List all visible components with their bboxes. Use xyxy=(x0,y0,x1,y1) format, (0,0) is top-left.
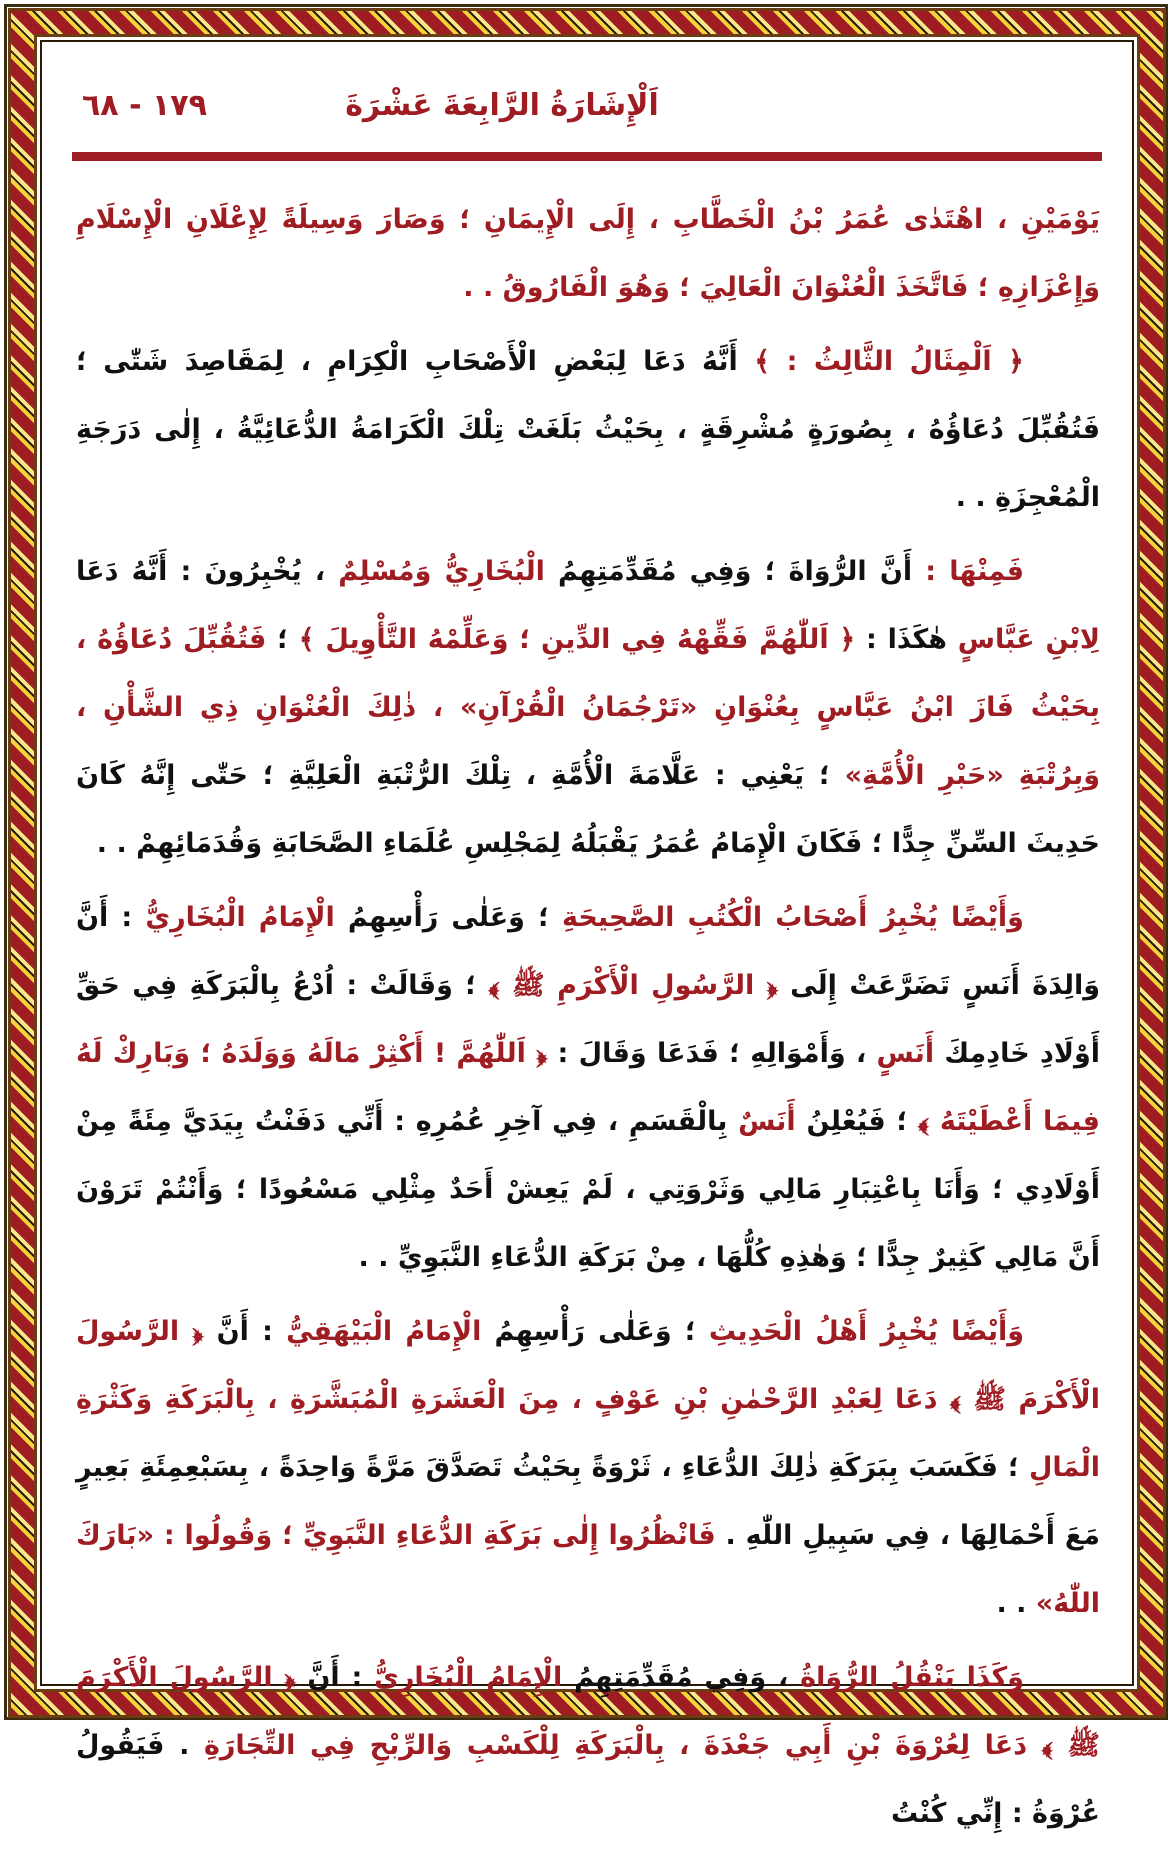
body-text: ؛ يَعْنِي : عَلَّامَةَ الْأُمَّةِ ، تِلْكَ الرُّتْبَةِ الْعَلِيَّةِ ؛ حَتّٰى إِنَّهُ كَانَ حَدِيثَ السِّنِّ جِدًّا ؛ فَكَانَ الْإِمَامُ عُمَرُ يَقْبَلُهُ لِمَجْلِسِ عُلَمَاءِ الصَّحَابَةِ وَقُدَمَائِهِمْ . . xyxy=(76,760,1100,859)
highlighted-text: وَكَذَا يَنْقُلُ الرُّوَاةُ xyxy=(800,1662,1024,1693)
highlighted-text: فَتُقُبِّلَ دُعَاؤُهُ ، بِحَيْثُ فَازَ ابْنُ عَبَّاسٍ بِعُنْوَانِ «تَرْجُمَانُ الْقُرْآنِ» ، ذٰلِكَ الْعُنْوَانِ ذِي الشَّأْنِ ، وَبِرُتْبَةِ «حَبْرِ الْأُمَّةِ» xyxy=(76,624,1100,791)
highlighted-text: الْإِمَامُ الْبُخَارِيُّ xyxy=(374,1662,563,1693)
highlighted-text: يَوْمَيْنِ ، اهْتَدٰى عُمَرُ بْنُ الْخَطَّابِ ، إِلَى الْإِيمَانِ ؛ وَصَارَ وَسِيلَةً لِإِعْلَانِ الْإِسْلَامِ وَإِعْزَازِهِ ؛ فَاتَّخَذَ الْعُنْوَانَ الْعَالِيَ ؛ وَهُوَ الْفَارُوقُ . . xyxy=(76,204,1100,303)
body-text: ؛ وَقَالَتْ : اُدْعُ بِالْبَرَكَةِ فِي حَقِّ أَوْلَادِ خَادِمِكَ xyxy=(76,970,1100,1069)
body-text: . فَيَقُولُ عُرْوَةُ : إِنِّي كُنْتُ xyxy=(76,1730,1100,1829)
body-text: أَنَّ الرُّوَاةَ ؛ وَفِي مُقَدِّمَتِهِمُ xyxy=(544,556,926,587)
body-text: ، وَأَمْوَالِهِ ؛ فَدَعَا وَقَالَ : xyxy=(547,1038,877,1069)
body-text: ، يُخْبِرُونَ : أَنَّهُ دَعَا xyxy=(76,556,339,587)
page-number: ١٧٩ - ٦٨ xyxy=(82,88,207,123)
highlighted-text: الْبُخَارِيُّ وَمُسْلِمٌ xyxy=(338,556,545,587)
highlighted-text: الْإِمَامُ الْبُخَارِيُّ xyxy=(145,902,335,933)
body-text: ، وَفِي مُقَدِّمَتِهِمُ xyxy=(562,1662,801,1693)
body-text: : أَنَّ xyxy=(203,1316,287,1347)
paragraph xyxy=(76,186,1100,322)
body-text: هٰكَذَا : xyxy=(855,624,958,655)
highlighted-text: ﴿ الرَّسُولِ الْأَكْرَمِ ﷺ ﴾ xyxy=(488,970,778,1001)
chapter-title: اَلْإِشَارَةُ الرَّابِعَةَ عَشْرَةَ xyxy=(345,88,659,123)
highlighted-text: ﴿ الرَّسُولَ الْأَكْرَمَ ﷺ ﴾ دَعَا لِعُرْوَةَ بْنِ أَبِي جَعْدَةَ ، بِالْبَرَكَةِ لِلْكَسْبِ وَالرِّبْحِ فِي التِّجَارَةِ xyxy=(76,1662,1100,1761)
header-rule xyxy=(72,152,1102,161)
body-text: أَنَّهُ دَعَا لِبَعْضِ الْأَصْحَابِ الْكِرَامِ ، لِمَقَاصِدَ شَتّٰى ؛ فَتُقُبِّلَ دُعَاؤُهُ ، بِصُورَةٍ مُشْرِقَةٍ ، بِحَيْثُ بَلَغَتْ تِلْكَ الْكَرَامَةُ الدُّعَائِيَّةُ ، إِلٰى دَرَجَةِ الْمُعْجِزَةِ . . xyxy=(76,346,1100,513)
highlighted-text: الْإِمَامُ الْبَيْهَقِيُّ xyxy=(286,1316,482,1347)
highlighted-text: أَنَسٍ xyxy=(876,1038,935,1069)
paragraph xyxy=(76,328,1100,532)
highlighted-text: ﴿ الرَّسُولَ الْأَكْرَمَ ﷺ ﴾ دَعَا لِعَبْدِ الرَّحْمٰنِ بْنِ عَوْفٍ ، مِنَ الْعَشَرَةِ الْمُبَشَّرَةِ ، بِالْبَرَكَةِ وَكَثْرَةِ الْمَالِ xyxy=(76,1316,1100,1483)
body-text: : أَنَّ وَالِدَةَ أَنَسٍ تَضَرَّعَتْ إِلَى xyxy=(76,902,1100,1001)
highlighted-text: لِابْنِ عَبَّاسٍ xyxy=(957,624,1100,655)
paragraph xyxy=(76,1644,1100,1848)
body-text: ؛ وَعَلٰى رَأْسِهِمُ xyxy=(481,1316,709,1347)
page-body xyxy=(76,186,1100,1854)
body-text: بِالْقَسَمِ ، فِي آخِرِ عُمُرِهِ : أَنِّي دَفَنْتُ بِيَدَيَّ مِئَةً مِنْ أَوْلَادِي ؛ وَأَنَا بِاعْتِبَارِ مَالِي وَثَرْوَتِي ، لَمْ يَعِشْ أَحَدٌ مِثْلِي مَسْعُودًا ؛ وَأَنْتُمْ تَرَوْنَ أَنَّ مَالِي كَثِيرٌ جِدًّا ؛ وَهٰذِهِ كُلُّهَا ، مِنْ بَرَكَةِ الدُّعَاءِ النَّبَوِيِّ . . xyxy=(76,1106,1100,1273)
paragraph xyxy=(76,1298,1100,1638)
body-text: . . xyxy=(996,1588,1036,1619)
body-text: ؛ وَعَلٰى رَأْسِهِمُ xyxy=(334,902,563,933)
highlighted-text: فَانْظُرُوا إِلٰى بَرَكَةِ الدُّعَاءِ النَّبَوِيِّ ؛ وَقُولُوا : «بَارَكَ اللّٰهُ» xyxy=(76,1520,1100,1619)
body-text: ؛ xyxy=(266,624,299,655)
highlighted-text: وَأَيْضًا يُخْبِرُ أَهْلُ الْحَدِيثِ xyxy=(708,1316,1025,1347)
body-text: ؛ فَكَسَبَ بِبَرَكَةِ ذٰلِكَ الدُّعَاءِ ، ثَرْوَةً بِحَيْثُ تَصَدَّقَ مَرَّةً وَاحِدَةً ، بِسَبْعِمِئَةِ بَعِيرٍ مَعَ أَحْمَالِهَا ، فِي سَبِيلِ اللّٰهِ . xyxy=(76,1452,1100,1551)
body-text: : أَنَّ xyxy=(295,1662,375,1693)
paragraph xyxy=(76,538,1100,878)
highlighted-text: ﴿ اَللّٰهُمَّ ! أَكْثِرْ مَالَهُ وَوَلَدَهُ ؛ وَبَارِكْ لَهُ فِيمَا أَعْطَيْتَهُ ﴾ xyxy=(76,1038,1100,1137)
highlighted-text: ﴿ اَلْمِثَالُ الثَّالِثُ : ﴾ xyxy=(737,346,1024,377)
highlighted-text: وَأَيْضًا يُخْبِرُ أَصْحَابُ الْكُتُبِ الصَّحِيحَةِ xyxy=(562,902,1024,933)
highlighted-text: ﴿ اَللّٰهُمَّ فَقِّهْهُ فِي الدِّينِ ؛ وَعَلِّمْهُ التَّأْوِيلَ ﴾ xyxy=(298,624,856,655)
body-text: ؛ فَيُعْلِنُ xyxy=(795,1106,919,1137)
paragraph xyxy=(76,884,1100,1292)
highlighted-text: أَنَسٌ xyxy=(738,1106,796,1137)
page-header xyxy=(72,88,1102,138)
highlighted-text: فَمِنْهَا : xyxy=(925,556,1025,587)
